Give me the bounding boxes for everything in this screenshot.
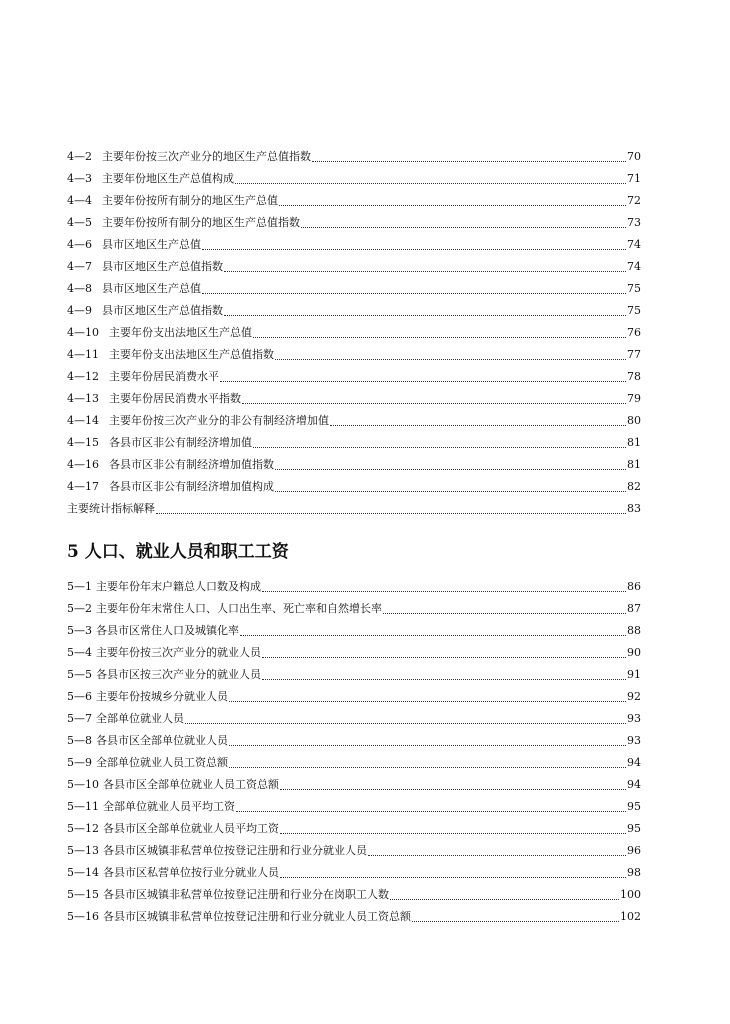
toc-entry[interactable]	[67, 234, 641, 256]
toc-entry[interactable]	[67, 818, 641, 840]
dot-leader	[275, 469, 626, 470]
dot-leader	[262, 679, 626, 680]
toc-entry-title: 主要年份按所有制分的地区生产总值指数	[102, 216, 300, 229]
toc-entry[interactable]	[67, 366, 641, 388]
toc-entry-page: 94	[627, 778, 641, 791]
dot-leader	[330, 425, 626, 426]
toc-entry[interactable]	[67, 410, 641, 432]
toc-entry[interactable]	[67, 256, 641, 278]
toc-entry-number: 4—10	[67, 326, 99, 339]
toc-entry-number: 5—12	[67, 822, 99, 835]
toc-entry-number: 4—11	[67, 348, 99, 361]
dot-leader	[202, 249, 626, 250]
toc-entry-number: 4—6	[67, 238, 92, 251]
toc-entry-page: 81	[627, 458, 641, 471]
toc-entry-title: 主要年份按三次产业分的就业人员	[96, 646, 261, 659]
dot-leader	[275, 359, 626, 360]
toc-entry-page: 102	[620, 910, 641, 923]
toc-entry-title: 主要年份按三次产业分的地区生产总值指数	[102, 150, 311, 163]
toc-entry-number: 5—13	[67, 844, 99, 857]
toc-entry[interactable]	[67, 278, 641, 300]
toc-entry[interactable]	[67, 212, 641, 234]
toc-entry-number: 4—9	[67, 304, 92, 317]
toc-entry[interactable]	[67, 686, 641, 708]
notes-entry-title: 主要统计指标解释	[67, 502, 155, 515]
toc-entry-number: 5—1	[67, 580, 92, 593]
toc-entry-page: 92	[627, 690, 641, 703]
toc-entry-page: 87	[627, 602, 641, 615]
toc-entry-number: 4—4	[67, 194, 92, 207]
toc-entry[interactable]	[67, 664, 641, 686]
dot-leader	[279, 205, 626, 206]
toc-entry-page: 77	[627, 348, 641, 361]
dot-leader	[368, 855, 626, 856]
toc-entry-title: 各县市区城镇非私营单位按登记注册和行业分就业人员	[103, 844, 367, 857]
toc-entry-number: 5—2	[67, 602, 92, 615]
toc-entry-number: 5—7	[67, 712, 92, 725]
toc-entry-number: 5—10	[67, 778, 99, 791]
toc-entry[interactable]	[67, 344, 641, 366]
toc-entry-page: 80	[627, 414, 641, 427]
toc-entry-number: 5—3	[67, 624, 92, 637]
toc-entry-title: 主要年份地区生产总值构成	[102, 172, 234, 185]
toc-entry-title: 各县市区全部单位就业人员平均工资	[103, 822, 279, 835]
toc-entry-title: 主要年份按三次产业分的非公有制经济增加值	[109, 414, 329, 427]
toc-entry-title: 主要年份支出法地区生产总值指数	[109, 348, 274, 361]
section-4-list	[67, 146, 641, 498]
toc-entry[interactable]	[67, 300, 641, 322]
toc-entry-page: 82	[627, 480, 641, 493]
toc-entry-page: 91	[627, 668, 641, 681]
toc-entry[interactable]	[67, 598, 641, 620]
toc-entry[interactable]	[67, 432, 641, 454]
toc-entry-number: 4—5	[67, 216, 92, 229]
toc-entry-number: 4—3	[67, 172, 92, 185]
toc-entry-number: 4—2	[67, 150, 92, 163]
toc-entry[interactable]	[67, 796, 641, 818]
toc-entry-page: 100	[620, 888, 641, 901]
toc-entry-number: 4—7	[67, 260, 92, 273]
toc-entry[interactable]	[67, 190, 641, 212]
toc-entry-number: 5—16	[67, 910, 99, 923]
toc-entry-title: 县市区地区生产总值	[102, 238, 201, 251]
toc-entry-page: 76	[627, 326, 641, 339]
toc-entry-page: 79	[627, 392, 641, 405]
toc-entry-page: 74	[627, 238, 641, 251]
toc-entry-number: 4—8	[67, 282, 92, 295]
toc-entry-page: 75	[627, 282, 641, 295]
dot-leader	[185, 723, 626, 724]
dot-leader	[312, 161, 626, 162]
toc-entry-number: 5—4	[67, 646, 92, 659]
toc-entry-title: 主要年份居民消费水平	[109, 370, 219, 383]
dot-leader	[236, 811, 626, 812]
toc-entry-page: 75	[627, 304, 641, 317]
toc-entry-page: 95	[627, 822, 641, 835]
dot-leader	[390, 899, 619, 900]
toc-entry-title: 县市区地区生产总值指数	[102, 260, 223, 273]
toc-entry-number: 4—17	[67, 480, 99, 493]
toc-entry-page: 70	[627, 150, 641, 163]
toc-entry-title: 主要年份支出法地区生产总值	[109, 326, 252, 339]
toc-entry-page: 93	[627, 712, 641, 725]
toc-entry-page: 78	[627, 370, 641, 383]
dot-leader	[280, 833, 626, 834]
toc-entry[interactable]	[67, 322, 641, 344]
toc-entry-title: 各县市区城镇非私营单位按登记注册和行业分在岗职工人数	[103, 888, 389, 901]
toc-entry-page: 86	[627, 580, 641, 593]
section-5-heading: 5 人口、就业人员和职工工资	[67, 542, 289, 562]
dot-leader	[383, 613, 626, 614]
toc-entry[interactable]	[67, 620, 641, 642]
toc-entry-page: 90	[627, 646, 641, 659]
notes-entry-page: 83	[627, 502, 641, 515]
toc-entry-title: 主要年份按所有制分的地区生产总值	[102, 194, 278, 207]
toc-entry-title: 各县市区按三次产业分的就业人员	[96, 668, 261, 681]
section-5-list	[67, 576, 641, 928]
dot-leader	[262, 657, 626, 658]
toc-entry[interactable]	[67, 476, 641, 498]
toc-entry[interactable]	[67, 168, 641, 190]
toc-entry-title: 主要年份居民消费水平指数	[109, 392, 241, 405]
toc-entry[interactable]	[67, 642, 641, 664]
toc-entry[interactable]	[67, 730, 641, 752]
toc-entry-page: 98	[627, 866, 641, 879]
toc-entry-title: 各县市区非公有制经济增加值	[109, 436, 252, 449]
dot-leader	[262, 591, 626, 592]
toc-entry[interactable]	[67, 708, 641, 730]
dot-leader	[202, 293, 626, 294]
toc-entry-number: 4—16	[67, 458, 99, 471]
toc-entry-title: 各县市区非公有制经济增加值指数	[109, 458, 274, 471]
toc-entry-title: 全部单位就业人员	[96, 712, 184, 725]
toc-entry-page: 72	[627, 194, 641, 207]
toc-entry[interactable]	[67, 576, 641, 598]
toc-entry-title: 各县市区非公有制经济增加值构成	[109, 480, 274, 493]
toc-entry[interactable]	[67, 146, 641, 168]
toc-entry-title: 主要年份按城乡分就业人员	[96, 690, 228, 703]
toc-entry-title: 各县市区全部单位就业人员工资总额	[103, 778, 279, 791]
toc-entry-page: 95	[627, 800, 641, 813]
toc-entry-page: 73	[627, 216, 641, 229]
dot-leader	[235, 183, 626, 184]
notes-entry[interactable]	[67, 498, 641, 520]
dot-leader	[253, 337, 626, 338]
toc-entry-title: 全部单位就业人员工资总额	[96, 756, 228, 769]
toc-entry[interactable]	[67, 840, 641, 862]
toc-entry-number: 5—11	[67, 800, 99, 813]
dot-leader	[280, 789, 626, 790]
toc-entry-number: 5—15	[67, 888, 99, 901]
dot-leader	[275, 491, 626, 492]
toc-entry-number: 5—8	[67, 734, 92, 747]
toc-entry[interactable]	[67, 752, 641, 774]
toc-entry-title: 县市区地区生产总值	[102, 282, 201, 295]
toc-entry-number: 5—9	[67, 756, 92, 769]
toc-entry[interactable]	[67, 906, 641, 928]
toc-entry-number: 4—13	[67, 392, 99, 405]
toc-entry-number: 5—6	[67, 690, 92, 703]
toc-entry[interactable]	[67, 774, 641, 796]
table-of-contents	[67, 146, 641, 928]
toc-entry-page: 71	[627, 172, 641, 185]
dot-leader	[229, 745, 626, 746]
toc-entry-page: 96	[627, 844, 641, 857]
toc-entry-title: 主要年份年末户籍总人口数及构成	[96, 580, 261, 593]
toc-entry-number: 5—14	[67, 866, 99, 879]
toc-entry-title: 各县市区城镇非私营单位按登记注册和行业分就业人员工资总额	[103, 910, 411, 923]
toc-entry-page: 74	[627, 260, 641, 273]
dot-leader	[240, 635, 626, 636]
dot-leader	[156, 513, 626, 514]
toc-entry-number: 4—14	[67, 414, 99, 427]
dot-leader	[229, 767, 626, 768]
toc-entry-title: 各县市区常住人口及城镇化率	[96, 624, 239, 637]
toc-entry-title: 各县市区私营单位按行业分就业人员	[103, 866, 279, 879]
dot-leader	[301, 227, 626, 228]
dot-leader	[253, 447, 626, 448]
toc-entry[interactable]	[67, 884, 641, 906]
toc-entry-page: 88	[627, 624, 641, 637]
toc-entry[interactable]	[67, 862, 641, 884]
toc-entry-number: 5—5	[67, 668, 92, 681]
toc-entry-title: 县市区地区生产总值指数	[102, 304, 223, 317]
dot-leader	[220, 381, 626, 382]
toc-entry[interactable]	[67, 454, 641, 476]
toc-entry[interactable]	[67, 388, 641, 410]
toc-entry-title: 主要年份年末常住人口、人口出生率、死亡率和自然增长率	[96, 602, 382, 615]
toc-entry-page: 93	[627, 734, 641, 747]
dot-leader	[224, 315, 626, 316]
toc-entry-number: 4—15	[67, 436, 99, 449]
dot-leader	[412, 921, 619, 922]
toc-entry-page: 81	[627, 436, 641, 449]
toc-entry-number: 4—12	[67, 370, 99, 383]
dot-leader	[280, 877, 626, 878]
dot-leader	[229, 701, 626, 702]
toc-entry-page: 94	[627, 756, 641, 769]
dot-leader	[224, 271, 626, 272]
dot-leader	[242, 403, 626, 404]
toc-entry-title: 全部单位就业人员平均工资	[103, 800, 235, 813]
toc-entry-title: 各县市区全部单位就业人员	[96, 734, 228, 747]
